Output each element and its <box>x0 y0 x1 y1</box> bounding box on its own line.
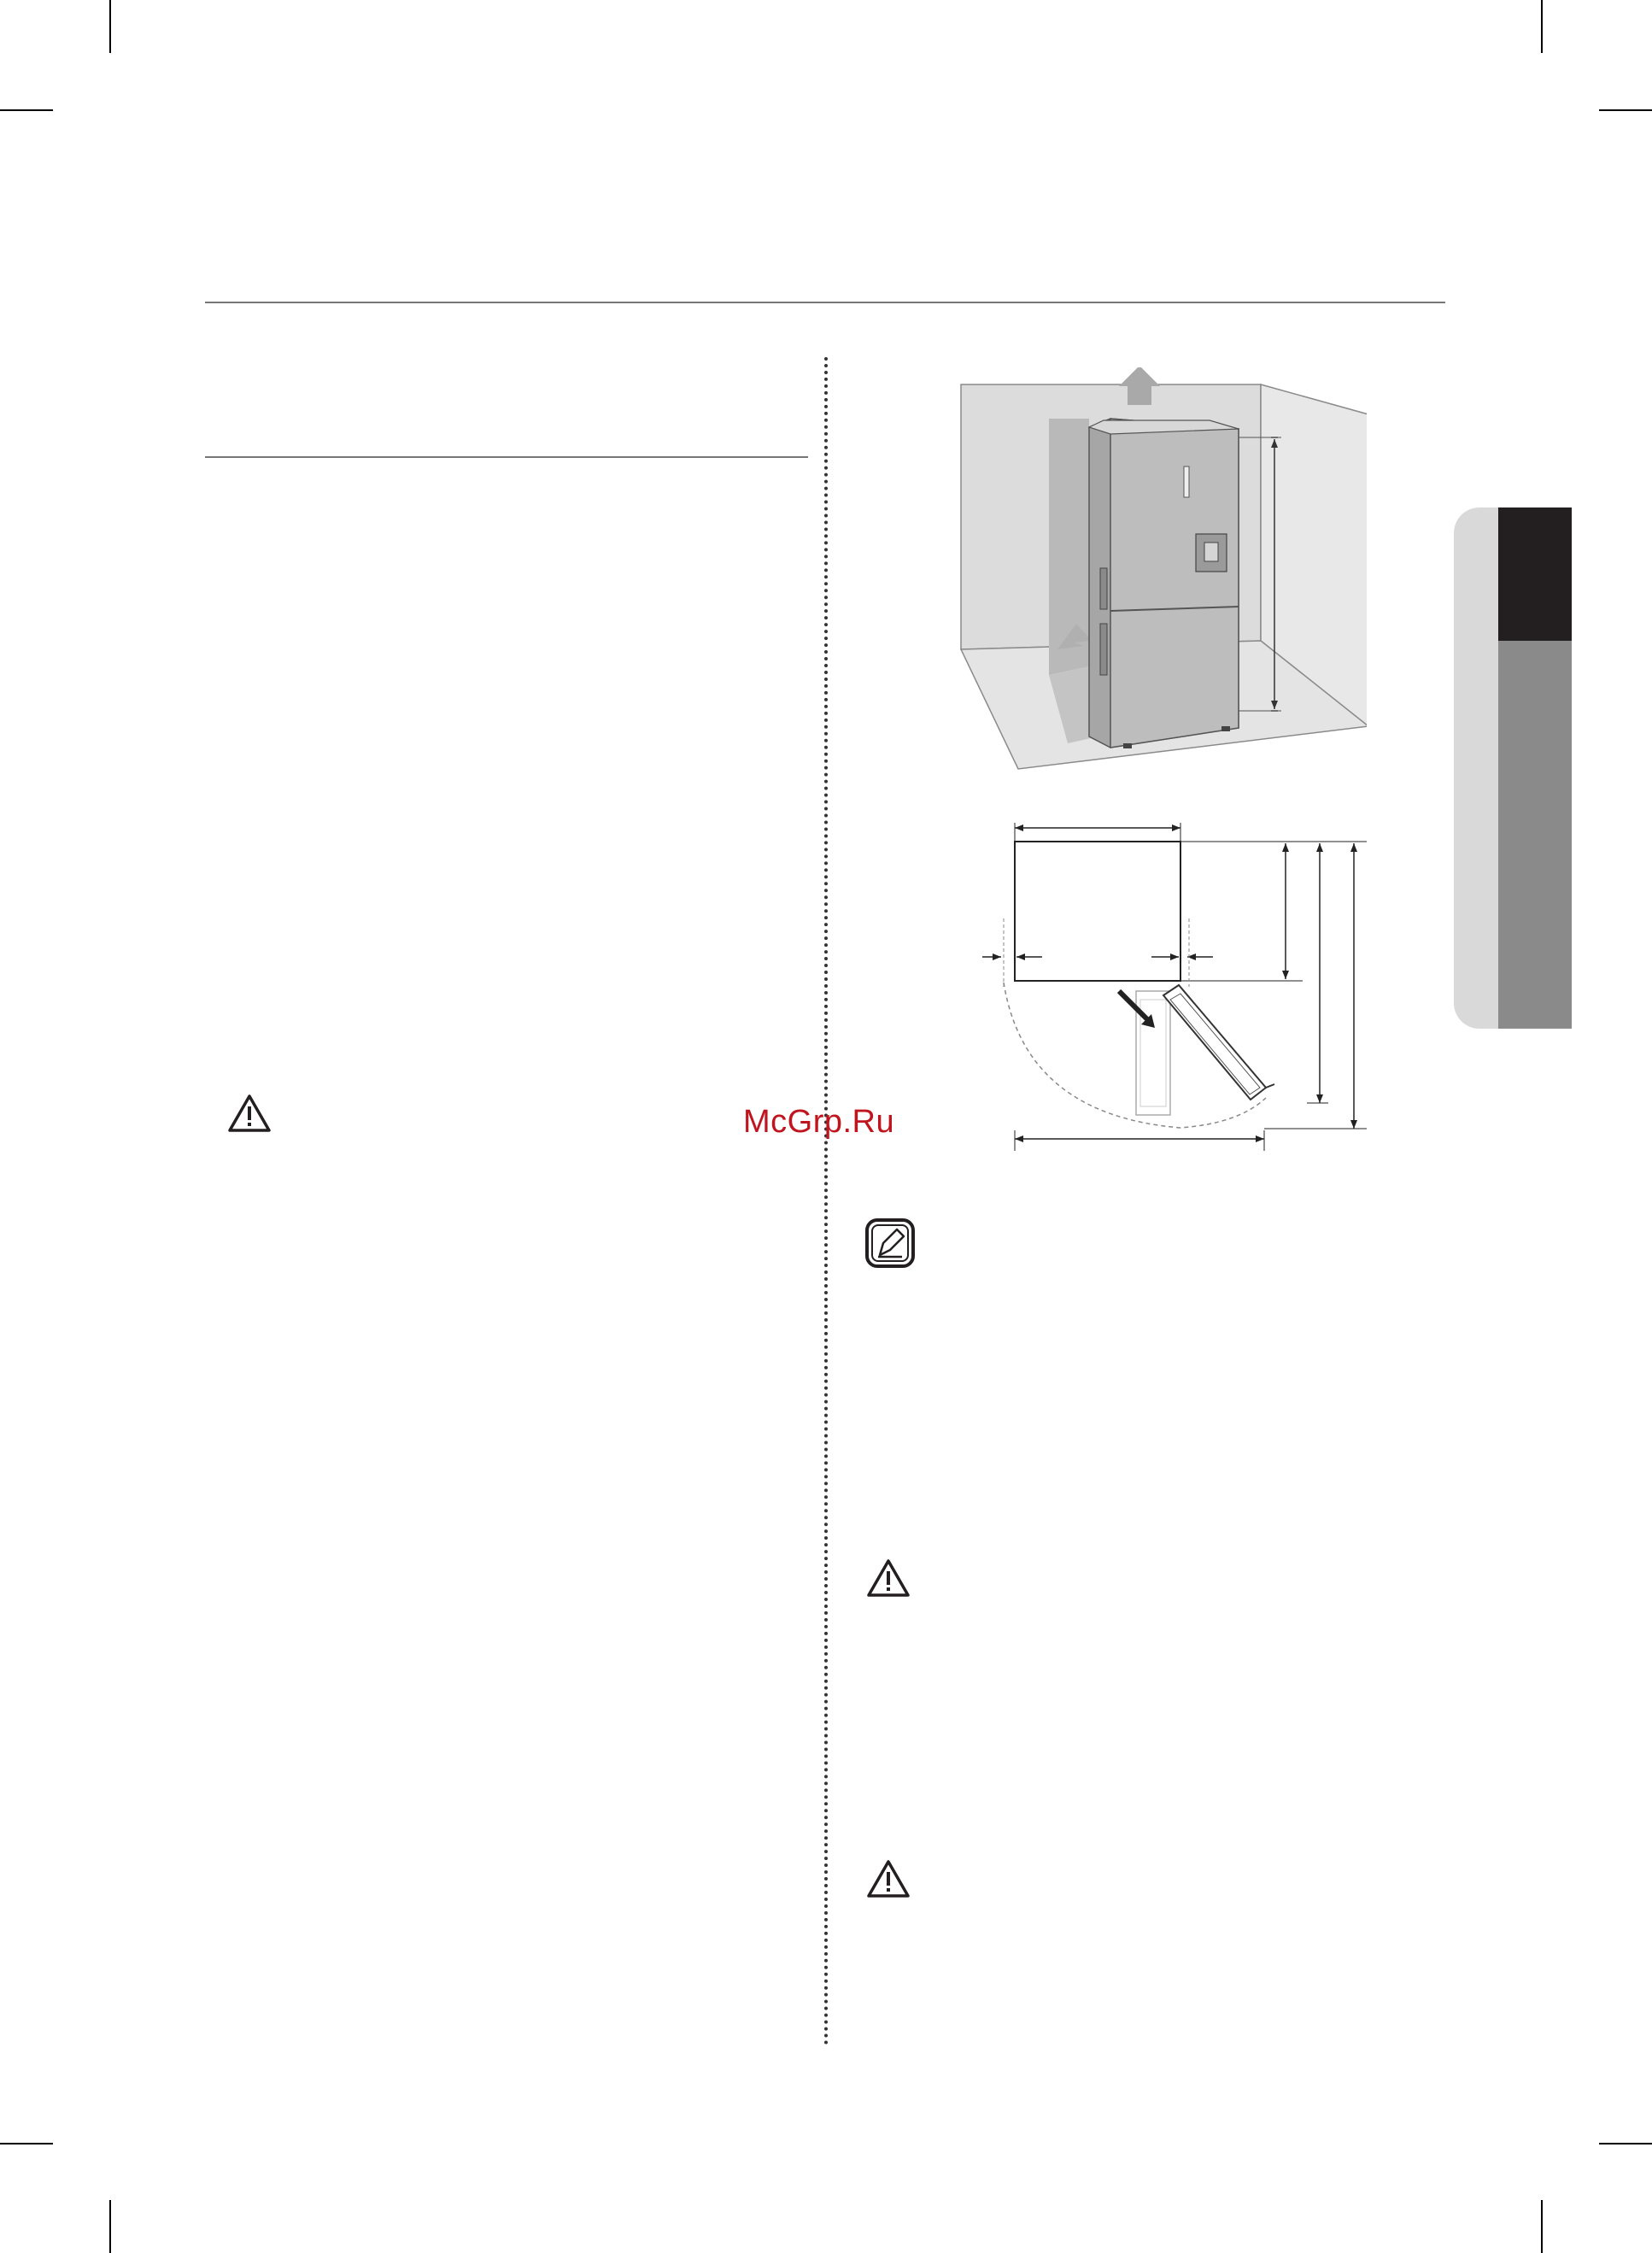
watermark-text: McGrp.Ru <box>743 1104 895 1140</box>
column-divider <box>824 357 828 2046</box>
fridge-installation-illustration <box>957 367 1367 777</box>
note-pencil-icon <box>864 1217 916 1269</box>
crop-mark <box>1599 2143 1652 2144</box>
section-rule <box>205 456 808 458</box>
crop-mark <box>1599 109 1652 111</box>
door-clearance-diagram <box>965 816 1375 1158</box>
crop-mark <box>0 2143 53 2144</box>
crop-mark <box>1541 0 1543 53</box>
crop-mark <box>109 2200 111 2253</box>
warning-triangle-icon <box>227 1094 272 1133</box>
chapter-tab-number-block <box>1498 508 1572 641</box>
chapter-tab-title-block <box>1498 641 1572 1029</box>
warning-triangle-icon <box>866 1558 911 1598</box>
crop-mark <box>0 109 53 111</box>
crop-mark <box>109 0 111 53</box>
crop-mark <box>1541 2200 1543 2253</box>
warning-triangle-icon <box>866 1859 911 1898</box>
header-rule <box>205 302 1445 303</box>
chapter-tab-background <box>1454 508 1498 1029</box>
